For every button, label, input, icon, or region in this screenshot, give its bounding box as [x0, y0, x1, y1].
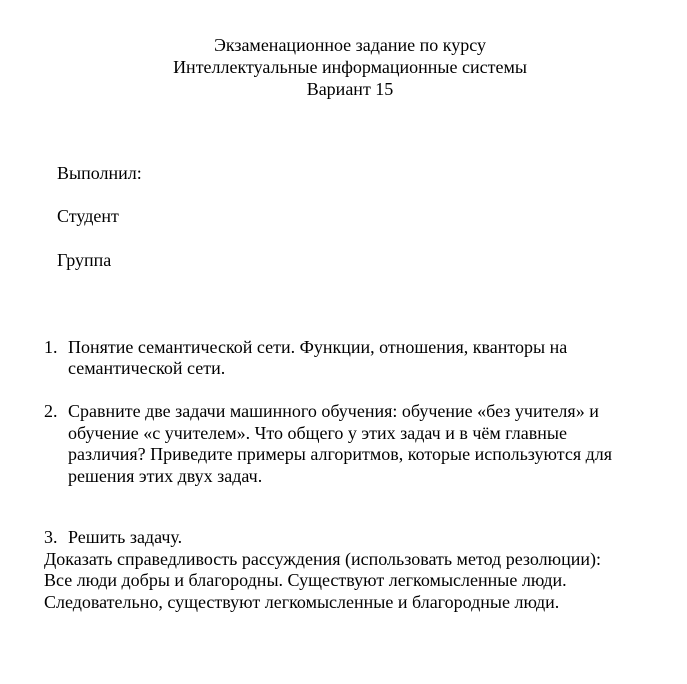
question-1-number: 1. — [44, 337, 58, 357]
question-1-text: Понятие семантической сети. Функции, отношения, кванторы на — [68, 337, 568, 357]
student-label: Студент — [57, 206, 119, 226]
task-text: Все люди добры и благородны. Существуют легкомысленные люди. — [44, 570, 567, 590]
question-2-text: Сравните две задачи машинного обучения: обучение «без учителя» и — [68, 401, 599, 421]
question-3-text: Решить задачу. — [68, 527, 183, 547]
question-3-number: 3. — [44, 527, 58, 547]
group-label: Группа — [57, 250, 112, 270]
header-line-1: Экзаменационное задание по курсу — [213, 35, 487, 55]
header-line-2: Интеллектуальные информационные системы — [173, 57, 527, 77]
question-2-text: решения этих двух задач. — [68, 466, 263, 486]
task-text: Доказать справедливость рассуждения (использовать метод резолюции): — [44, 549, 602, 569]
question-2-text: обучение «с учителем». Что общего у этих задач и в чём главные — [68, 423, 567, 443]
performed-label: Выполнил: — [57, 163, 142, 183]
task-text: Следовательно, существуют легкомысленные и благородные люди. — [44, 592, 560, 612]
header-variant: Вариант 15 — [306, 79, 394, 99]
question-2-number: 2. — [44, 401, 58, 421]
question-1-text: семантической сети. — [68, 358, 226, 378]
question-2-text: различия? Приведите примеры алгоритмов, которые используются для — [68, 444, 613, 464]
